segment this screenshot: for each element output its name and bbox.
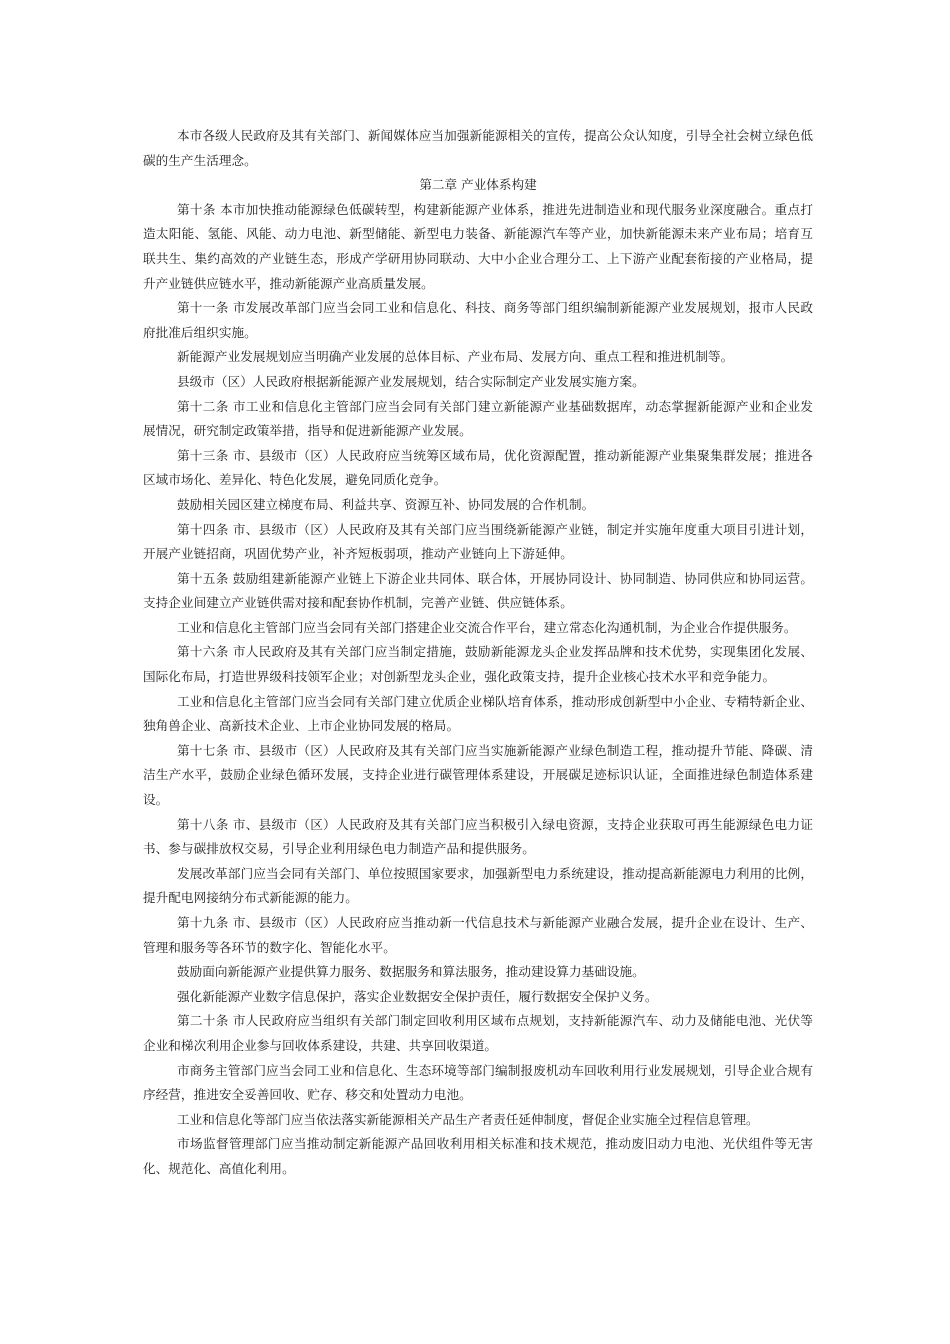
paragraph: 鼓励面向新能源产业提供算力服务、数据服务和算法服务，推动建设算力基础设施。 bbox=[177, 964, 645, 980]
article-18: 第十八条 市、县级市（区）人民政府及其有关部门应当积极引入绿电资源，支持企业获取可再生能源绿色电力证书、参与碳排放权交易，引导企业利用绿色电力制造产品和提供服务。 bbox=[143, 816, 813, 857]
paragraph: 市商务主管部门应当会同工业和信息化、生态环境等部门编制报废机动车回收利用行业发展规划，引导企业合规有序经营，推进安全妥善回收、贮存、移交和处置动力电池。 bbox=[143, 1062, 813, 1103]
paragraph: 市场监督管理部门应当推动制定新能源产品回收利用相关标准和技术规范，推动废旧动力电池、光伏组件等无害化、规范化、高值化利用。 bbox=[143, 1136, 813, 1176]
article-19: 第十九条 市、县级市（区）人民政府应当推动新一代信息技术与新能源产业融合发展，提升企业在设计、生产、管理和服务等各环节的数字化、智能化水平。 bbox=[143, 915, 813, 955]
paragraph: 本市各级人民政府及其有关部门、新闻媒体应当加强新能源相关的宣传，提高公众认知度，引导全社会树立绿色低碳的生产生活理念。 bbox=[143, 128, 813, 168]
paragraph: 工业和信息化主管部门应当会同有关部门建立优质企业梯队培育体系，推动形成创新型中小企业、专精特新企业、独角兽企业、高新技术企业、上市企业协同发展的格局。 bbox=[143, 693, 813, 734]
paragraph: 县级市（区）人民政府根据新能源产业发展规划，结合实际制定产业发展实施方案。 bbox=[177, 373, 645, 389]
article-17: 第十七条 市、县级市（区）人民政府及其有关部门应当实施新能源产业绿色制造工程，推动提升节能、降碳、清洁生产水平，鼓励企业绿色循环发展，支持企业进行碳管理体系建设，开展碳足迹标识认证，全面推进绿色制造体系建设。 bbox=[143, 742, 813, 808]
article-11: 第十一条 市发展改革部门应当会同工业和信息化、科技、商务等部门组织编制新能源产业发展规划，报市人民政府批准后组织实施。 bbox=[143, 300, 813, 340]
paragraph: 工业和信息化等部门应当依法落实新能源相关产品生产者责任延伸制度，督促企业实施全过程信息管理。 bbox=[177, 1111, 759, 1127]
paragraph: 工业和信息化主管部门应当会同有关部门搭建企业交流合作平台，建立常态化沟通机制，为企业合作提供服务。 bbox=[177, 619, 797, 635]
article-15: 第十五条 鼓励组建新能源产业链上下游企业共同体、联合体，开展协同设计、协同制造、协同供应和协同运营。支持企业间建立产业链供需对接和配套协作机制，完善产业链、供应链体系。 bbox=[143, 570, 813, 611]
paragraph: 发展改革部门应当会同有关部门、单位按照国家要求，加强新型电力系统建设，推动提高新能源电力利用的比例，提升配电网接纳分布式新能源的能力。 bbox=[143, 865, 813, 906]
paragraph: 新能源产业发展规划应当明确产业发展的总体目标、产业布局、发展方向、重点工程和推进机制等。 bbox=[177, 349, 734, 365]
article-13: 第十三条 市、县级市（区）人民政府应当统筹区域布局，优化资源配置，推动新能源产业集聚集群发展；推进各区域市场化、差异化、特色化发展，避免同质化竞争。 bbox=[143, 447, 813, 488]
article-12: 第十二条 市工业和信息化主管部门应当会同有关部门建立新能源产业基础数据库，动态掌握新能源产业和企业发展情况，研究制定政策举措，指导和促进新能源产业发展。 bbox=[143, 398, 813, 439]
article-20: 第二十条 市人民政府应当组织有关部门制定回收利用区域布点规划，支持新能源汽车、动力及储能电池、光伏等企业和梯次利用企业参与回收体系建设，共建、共享回收渠道。 bbox=[143, 1013, 813, 1053]
chapter-heading: 第二章 产业体系构建 bbox=[419, 177, 537, 193]
article-16: 第十六条 市人民政府及其有关部门应当制定措施，鼓励新能源龙头企业发挥品牌和技术优势，实现集团化发展、国际化布局，打造世界级科技领军企业；对创新型龙头企业，强化政策支持，提升企业核心技术水平和竞争能力。 bbox=[143, 644, 813, 685]
article-10: 第十条 本市加快推动能源绿色低碳转型，构建新能源产业体系，推进先进制造业和现代服务业深度融合。重点打造太阳能、氢能、风能、动力电池、新型储能、新型电力装备、新能源汽车等产业，加快新能源未来产业布局；培育互联共生、集约高效的产业链生态，形成产学研用协同联动、大中小企业合理分工、上下游产业配套衔接的产业格局，提升产业链供应链水平，推动新能源产业高质量发展。 bbox=[143, 201, 813, 291]
article-14: 第十四条 市、县级市（区）人民政府及其有关部门应当围绕新能源产业链，制定并实施年度重大项目引进计划，开展产业链招商，巩固优势产业，补齐短板弱项，推动产业链向上下游延伸。 bbox=[143, 521, 813, 562]
paragraph: 强化新能源产业数字信息保护，落实企业数据安全保护责任，履行数据安全保护义务。 bbox=[177, 988, 658, 1004]
document-page bbox=[143, 124, 813, 1182]
paragraph: 鼓励相关园区建立梯度布局、利益共享、资源互补、协同发展的合作机制。 bbox=[177, 496, 595, 512]
